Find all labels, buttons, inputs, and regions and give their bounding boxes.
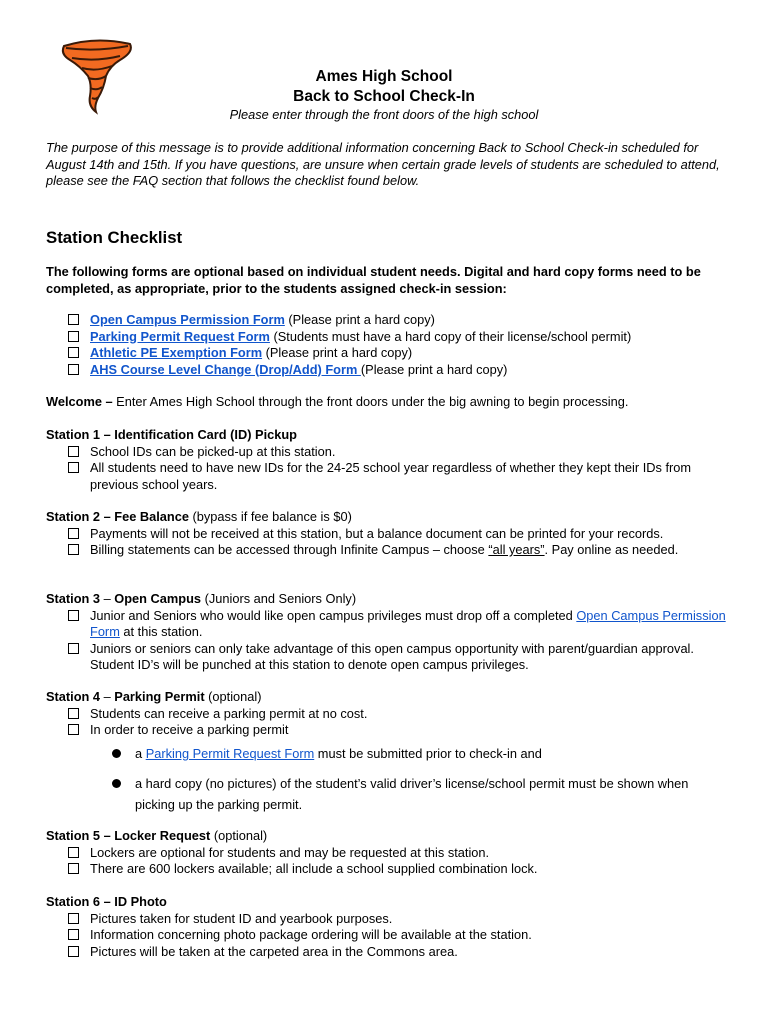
checkbox-icon[interactable] bbox=[68, 724, 79, 735]
school-name: Ames High School bbox=[315, 68, 453, 85]
checkbox-icon[interactable] bbox=[68, 364, 79, 375]
parking-permit-form-link[interactable]: Parking Permit Request Form bbox=[90, 328, 270, 344]
form-note: (Please print a hard copy) bbox=[262, 345, 413, 360]
form-note: (Students must have a hard copy of their license/school permit) bbox=[269, 328, 632, 344]
station-title: Station 3 – Open Campus (Juniors and Seniors Only) bbox=[46, 591, 357, 606]
checkbox-icon[interactable] bbox=[68, 863, 79, 874]
event-title: Back to School Check-In bbox=[293, 88, 475, 105]
station-3 bbox=[46, 591, 736, 674]
checklist-item: Junior and Seniors who would like open campus privileges must drop off a completed Open Campus Permission Form at this station. bbox=[46, 608, 736, 641]
checkbox-icon[interactable] bbox=[68, 462, 79, 473]
checkbox-icon[interactable] bbox=[68, 446, 79, 457]
station-2 bbox=[46, 509, 736, 559]
form-note: (Please print a hard copy) bbox=[284, 312, 435, 327]
station-4 bbox=[46, 689, 736, 739]
station-title: Station 1 – Identification Card (ID) Pickup bbox=[46, 427, 297, 442]
open-campus-form-link[interactable]: Open Campus Permission Form bbox=[90, 312, 285, 327]
checklist-item: Payments will not be received at this station, but a balance document can be printed for your records. bbox=[46, 526, 736, 543]
welcome-line bbox=[46, 394, 736, 411]
form-item bbox=[46, 329, 736, 346]
forms-lead: The following forms are optional based on individual student needs. Digital and hard copy forms need to be completed, as appropriate, prior to the students assigned check-in session: bbox=[46, 264, 701, 296]
forms-checklist bbox=[46, 312, 736, 378]
station-1 bbox=[46, 427, 736, 493]
checklist-item: In order to receive a parking permit bbox=[46, 722, 736, 739]
open-campus-inline-link[interactable]: Open Campus Permission Form bbox=[90, 607, 726, 639]
checklist-item: All students need to have new IDs for the 24-25 school year regardless of whether they kept their IDs from previous school years. bbox=[46, 460, 736, 493]
intro-paragraph: The purpose of this message is to provide additional information concerning Back to School Check-in scheduled for August 14th and 15th. If you have questions, are unsure when certain grade levels of students are scheduled to attend, please see the FAQ section that follows the checklist found below. bbox=[46, 140, 720, 188]
checkbox-icon[interactable] bbox=[68, 544, 79, 555]
form-note: (Please print a hard copy) bbox=[360, 361, 508, 377]
checklist-item: Pictures taken for student ID and yearbook purposes. bbox=[46, 911, 736, 928]
station-4-bullets bbox=[112, 743, 712, 816]
station-title: Station 4 – Parking Permit (optional) bbox=[46, 689, 262, 704]
checkbox-icon[interactable] bbox=[68, 929, 79, 940]
checkbox-icon[interactable] bbox=[68, 946, 79, 957]
form-item bbox=[46, 345, 736, 362]
course-change-form-link[interactable]: AHS Course Level Change (Drop/Add) Form bbox=[90, 361, 361, 377]
checklist-item: Information concerning photo package ordering will be available at the station. bbox=[46, 927, 736, 944]
checkbox-icon[interactable] bbox=[68, 913, 79, 924]
station-title: Station 2 – Fee Balance (bypass if fee balance is $0) bbox=[46, 509, 352, 524]
checklist-item: Juniors or seniors can only take advantage of this open campus opportunity with parent/guardian approval. Student ID’s will be punched at this station to denote open campus privileges. bbox=[46, 641, 736, 674]
bullet-dot-icon bbox=[112, 779, 121, 788]
athletic-pe-form-link[interactable]: Athletic PE Exemption Form bbox=[90, 345, 263, 360]
welcome-text: Enter Ames High School through the front doors under the big awning to begin processing. bbox=[112, 394, 629, 409]
bullet-item: a hard copy (no pictures) of the student’s valid driver’s license/school permit must be shown when picking up the parking permit. bbox=[112, 773, 712, 816]
checkbox-icon[interactable] bbox=[68, 847, 79, 858]
station-title: Station 5 – Locker Request (optional) bbox=[46, 828, 268, 843]
checklist-item: Billing statements can be accessed through Infinite Campus – choose “all years”. Pay online as needed. bbox=[46, 542, 736, 559]
checkbox-icon[interactable] bbox=[68, 331, 79, 342]
bullet-dot-icon bbox=[112, 749, 121, 758]
station-5 bbox=[46, 828, 736, 878]
checkbox-icon[interactable] bbox=[68, 347, 79, 358]
station-title: Station 6 – ID Photo bbox=[46, 894, 167, 909]
checkbox-icon[interactable] bbox=[68, 708, 79, 719]
checklist-item: There are 600 lockers available; all include a school supplied combination lock. bbox=[46, 861, 736, 878]
event-subtitle: Please enter through the front doors of the high school bbox=[229, 107, 539, 122]
bullet-item: a Parking Permit Request Form must be submitted prior to check-in and bbox=[112, 743, 712, 765]
checklist-item: Lockers are optional for students and may be requested at this station. bbox=[46, 845, 736, 862]
checkbox-icon[interactable] bbox=[68, 610, 79, 621]
form-item bbox=[46, 312, 736, 329]
welcome-label: Welcome – bbox=[46, 394, 113, 409]
checklist-item: School IDs can be picked-up at this station. bbox=[46, 444, 736, 461]
document-header bbox=[0, 67, 768, 123]
checkbox-icon[interactable] bbox=[68, 643, 79, 654]
checkbox-icon[interactable] bbox=[68, 314, 79, 325]
section-heading: Station Checklist bbox=[46, 228, 183, 247]
station-6 bbox=[46, 894, 736, 960]
checklist-item: Pictures will be taken at the carpeted area in the Commons area. bbox=[46, 944, 736, 961]
form-item bbox=[46, 362, 736, 379]
checklist-item: Students can receive a parking permit at no cost. bbox=[46, 706, 736, 723]
checkbox-icon[interactable] bbox=[68, 528, 79, 539]
parking-permit-inline-link[interactable]: Parking Permit Request Form bbox=[145, 746, 315, 761]
